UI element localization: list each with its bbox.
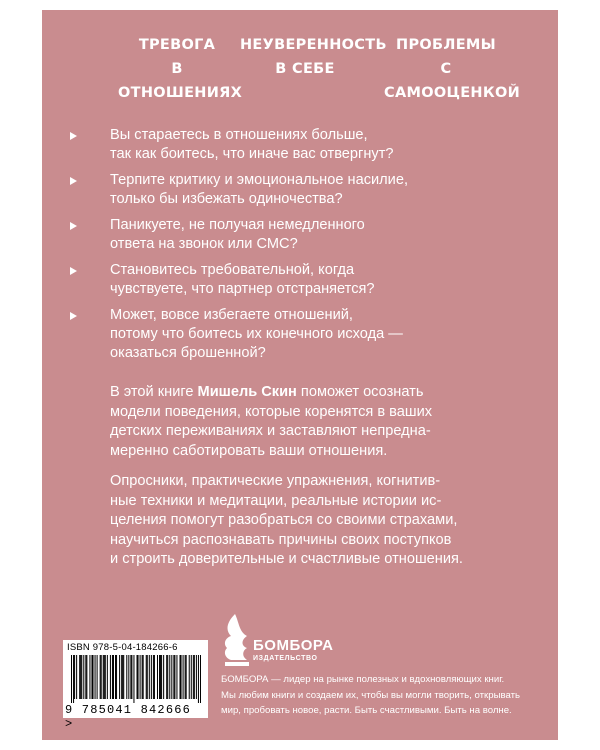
bombora-wave-logo-icon (221, 612, 251, 668)
barcode-bar (147, 655, 148, 699)
paragraph-line: Опросники, практические упражнения, когнитив- (110, 473, 441, 489)
paragraph-line: детских переживаниях и заставляют непредна- (110, 423, 431, 439)
triangle-bullet-icon (70, 312, 77, 320)
barcode-bar (130, 655, 131, 699)
barcode-bar (110, 655, 111, 699)
barcode-bar (186, 655, 187, 699)
topic-self-esteem (384, 33, 521, 105)
barcode-bar (89, 655, 90, 699)
question-line: Паникуете, не получая немедленного (110, 217, 365, 233)
barcode-bar (163, 655, 164, 699)
question-line: Становитесь требовательной, когда (110, 262, 355, 278)
barcode-bar (71, 655, 72, 703)
description-paragraph-2 (110, 472, 530, 570)
barcode-bar (133, 655, 134, 703)
barcode-bar (97, 655, 98, 699)
topic-line: В СЕБЕ (275, 61, 335, 77)
question-item (70, 261, 470, 299)
barcode-bars-icon (71, 655, 201, 703)
barcode-bar (85, 655, 86, 699)
barcode-bar (80, 655, 81, 699)
barcode-bar (93, 655, 94, 699)
barcode-bar (194, 655, 195, 699)
barcode-bar (161, 655, 162, 699)
barcode-bar (73, 655, 74, 703)
barcode-bar (146, 655, 147, 699)
barcode-bar (181, 655, 182, 699)
barcode-bar (91, 655, 92, 699)
barcode-bar (112, 655, 113, 699)
barcode-bar (79, 655, 80, 699)
description-paragraph-1 (110, 383, 530, 461)
barcode-bar (107, 655, 108, 699)
barcode-bar (140, 655, 141, 699)
barcode-bar (116, 655, 117, 699)
barcode-bar (74, 655, 75, 699)
barcode-bar (176, 655, 177, 699)
barcode-bar (154, 655, 155, 699)
back-cover (42, 10, 558, 740)
question-line: потому что боитесь их конечного исхода — (110, 326, 403, 342)
barcode-bar (103, 655, 104, 699)
barcode-bar (185, 655, 186, 699)
barcode-bar (149, 655, 150, 699)
triangle-bullet-icon (70, 267, 77, 275)
paragraph-line: модели поведения, которые коренятся в ваших (110, 403, 433, 420)
author-name: Мишель Скин (197, 384, 297, 400)
question-line: так как боитесь, что иначе вас отвергнут? (110, 146, 394, 162)
barcode-bar (104, 655, 105, 699)
barcode-bar (76, 655, 77, 699)
barcode-bar (167, 655, 168, 699)
tagline-line: мир, пробовать новое, расти. Быть счастливыми. Быть на волне. (221, 705, 512, 716)
barcode-bar (183, 655, 184, 699)
publisher-subtitle: ИЗДАТЕЛЬСТВО (253, 655, 318, 662)
barcode-bar (86, 655, 87, 699)
barcode-bar (101, 655, 102, 699)
question-line: Терпите критику и эмоциональное насилие, (110, 172, 408, 188)
barcode-bar (95, 655, 96, 699)
paragraph-line: и строить доверительные и счастливые отношения. (110, 551, 463, 567)
question-line: оказаться брошенной? (110, 345, 266, 361)
barcode-bar (131, 655, 132, 699)
barcode-bar (115, 655, 116, 699)
barcode-bar (151, 655, 152, 699)
question-item (70, 306, 470, 363)
topic-insecurity (240, 33, 387, 81)
barcode-bar (159, 655, 160, 699)
paragraph-line: научиться распознавать причины своих поступков (110, 531, 452, 548)
tagline-line: Мы любим книги и создаем их, чтобы вы могли творить, открывать (221, 689, 520, 701)
barcode-bar (200, 655, 201, 703)
publisher-name: БОМБОРА (253, 637, 334, 654)
barcode-bar (143, 655, 144, 699)
barcode-bar (126, 655, 127, 699)
barcode-bar (83, 655, 84, 699)
barcode-bar (119, 655, 120, 699)
isbn-number: ISBN 978-5-04-184266-6 (67, 642, 178, 653)
topic-line: ПРОБЛЕМЫ (396, 37, 496, 53)
text-fragment: поможет осознать (296, 384, 424, 400)
barcode-bar (180, 655, 181, 699)
triangle-bullet-icon (70, 132, 77, 140)
topic-line: В ОТНОШЕНИЯХ (118, 61, 243, 101)
topic-line: С САМООЦЕНКОЙ (384, 61, 521, 101)
barcode-bar (137, 655, 138, 699)
question-list (70, 126, 470, 370)
question-item (70, 216, 470, 254)
question-line: ответа на звонок или СМС? (110, 236, 298, 252)
barcode-bar (169, 655, 170, 699)
question-line: чувствуете, что партнер отстраняется? (110, 281, 375, 297)
barcode-bar (128, 655, 129, 699)
barcode-bar (191, 655, 192, 699)
paragraph-line: ные техники и медитации, реальные истории ис- (110, 492, 442, 509)
topic-line: ТРЕВОГА (138, 37, 216, 53)
barcode-bar (105, 655, 106, 699)
barcode-bar (173, 655, 174, 699)
text-fragment: В этой книге (110, 384, 198, 400)
barcode-bar (81, 655, 82, 699)
barcode-bar (113, 655, 114, 699)
barcode-bar (171, 655, 172, 699)
paragraph-line (110, 383, 530, 403)
barcode-bar (123, 655, 124, 699)
barcode-bar (196, 655, 197, 699)
question-item (70, 171, 470, 209)
barcode-bar (100, 655, 101, 699)
question-line: Может, вовсе избегаете отношений, (110, 307, 353, 323)
barcode-bar (166, 655, 167, 699)
paragraph-line: целения помогут разобраться со своими страхами, (110, 512, 458, 528)
barcode-bar (122, 655, 123, 699)
question-line: только бы избежать одиночества? (110, 191, 343, 207)
topic-anxiety (118, 33, 243, 105)
tagline-line: БОМБОРА — лидер на рынке полезных и вдохновляющих книг. (221, 674, 505, 685)
barcode (63, 640, 208, 731)
barcode-bar (157, 655, 158, 699)
barcode-bar (174, 655, 175, 699)
barcode-bar (153, 655, 154, 699)
barcode-bar (198, 655, 199, 703)
topic-line: НЕУВЕРЕННОСТЬ (240, 37, 387, 53)
paragraph-line: меренно саботировать ваши отношения. (110, 442, 388, 459)
barcode-bar (121, 655, 122, 699)
triangle-bullet-icon (70, 177, 77, 185)
publisher-tagline (221, 672, 521, 719)
question-item (70, 126, 470, 164)
barcode-bar (193, 655, 194, 699)
question-line: Вы стараетесь в отношениях больше, (110, 127, 368, 143)
barcode-digits: 9 785041 842666 > (65, 703, 192, 731)
barcode-bar (189, 655, 190, 699)
triangle-bullet-icon (70, 222, 77, 230)
barcode-bar (142, 655, 143, 699)
barcode-bar (138, 655, 139, 699)
barcode-bar (160, 655, 161, 699)
